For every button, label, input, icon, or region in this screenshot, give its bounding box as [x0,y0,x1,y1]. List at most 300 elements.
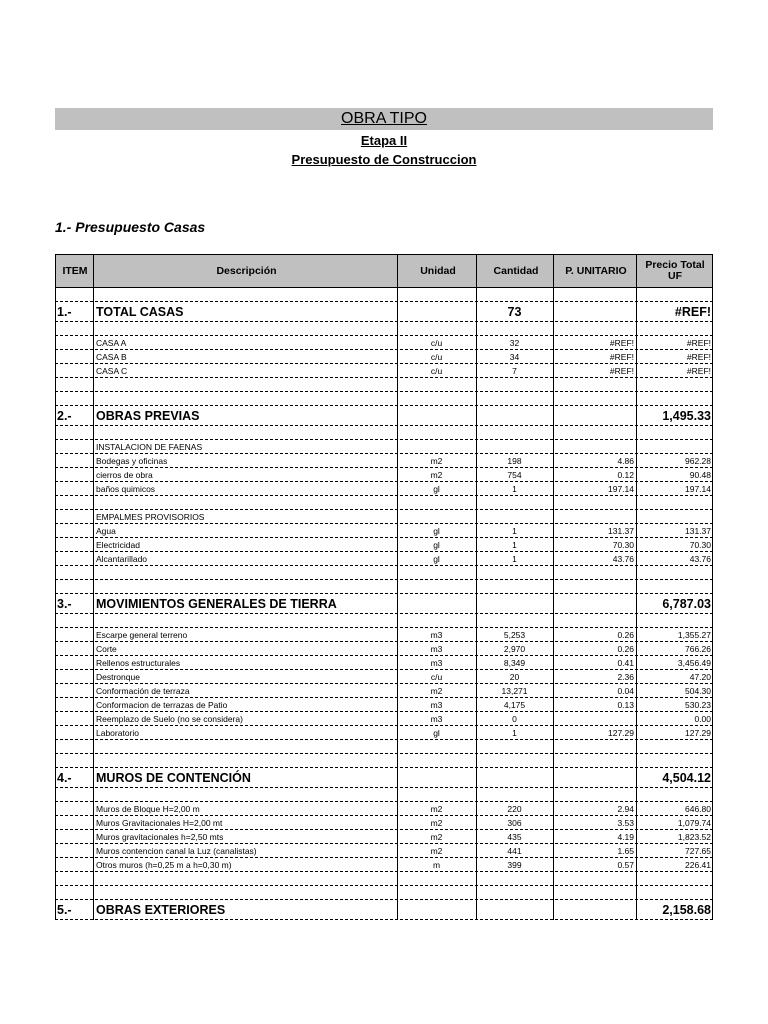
item-cell [56,656,92,669]
total-cell: 1,355.27 [677,630,711,640]
unit-price-cell: #REF! [609,338,634,348]
quantity-cell [477,392,552,405]
section-row [55,302,713,322]
unit-cell: m2 [430,832,443,842]
unit-price-cell: 2.94 [617,804,634,814]
blank-row [55,566,713,580]
column-divider [55,254,56,920]
blank-row [55,392,713,406]
table-row [55,538,713,552]
quantity-cell: 7 [512,366,517,376]
total-cell [637,566,712,579]
document-title: OBRA TIPO [55,108,713,130]
unit-price-cell [554,392,635,405]
item-cell [56,670,92,683]
quantity-cell [477,900,552,919]
quantity-cell: 73 [507,305,522,319]
blank-row [55,740,713,754]
unit-cell [398,900,475,919]
total-cell [637,872,712,885]
description-cell [94,754,396,767]
unit-cell: m2 [430,470,443,480]
unit-cell: m2 [430,804,443,814]
unit-price-cell [554,580,635,593]
total-cell [637,378,712,391]
item-cell [56,816,92,829]
column-header-total-line1: Precio Total [645,259,705,271]
table-row [55,440,713,454]
table-row [55,830,713,844]
unit-cell [398,768,475,787]
unit-cell [398,566,475,579]
unit-price-cell: 0.13 [617,700,634,710]
unit-price-cell [554,886,635,899]
unit-price-cell [554,788,635,801]
item-cell [56,538,92,551]
column-header-quantity: Cantidad [493,264,539,277]
section-heading: 1.- Presupuesto Casas [55,219,206,235]
quantity-cell: 34 [509,352,520,362]
budget-table [55,254,713,962]
quantity-cell: 1 [512,526,517,536]
unit-cell: m3 [430,700,443,710]
description-cell: EMPALMES PROVISORIOS [96,512,205,522]
description-cell [94,740,396,753]
unit-price-cell: 0.57 [617,860,634,870]
quantity-cell [477,754,552,767]
quantity-cell: 4,175 [503,700,526,710]
unit-cell: gl [433,554,440,564]
unit-price-cell: #REF! [609,352,634,362]
quantity-cell: 198 [507,456,522,466]
total-cell: 43.76 [689,554,711,564]
item-cell [56,454,92,467]
unit-cell [398,510,475,523]
quantity-cell [477,378,552,391]
unit-price-cell [554,510,635,523]
unit-cell: m2 [430,456,443,466]
description-cell: Alcantarillado [96,554,148,564]
description-cell: CASA C [96,366,128,376]
item-cell [56,524,92,537]
table-row [55,482,713,496]
item-cell [56,482,92,495]
unit-cell: gl [433,728,440,738]
unit-cell: c/u [430,338,443,348]
table-row [55,858,713,872]
total-cell: 766.26 [685,644,711,654]
column-divider [397,254,398,920]
table-row [55,468,713,482]
unit-cell [398,392,475,405]
unit-price-cell [554,740,635,753]
quantity-cell [477,580,552,593]
quantity-cell: 1 [512,484,517,494]
unit-price-cell: 197.14 [608,484,634,494]
unit-price-cell: #REF! [609,366,634,376]
item-cell [56,628,92,641]
quantity-cell [477,740,552,753]
item-cell [56,614,92,627]
unit-price-cell: 127.29 [608,728,634,738]
item-cell [56,740,92,753]
column-header-item: ITEM [62,264,88,277]
table-row [55,684,713,698]
total-cell: 1,079.74 [677,818,711,828]
item-cell [56,872,92,885]
unit-price-cell: 4.86 [617,456,634,466]
item-cell [56,364,92,377]
description-cell [94,788,396,801]
column-header-unit: Unidad [420,264,456,277]
description-cell [94,322,396,335]
item-cell [56,496,92,509]
description-cell [94,566,396,579]
description-cell: Conformación de terraza [96,686,190,696]
total-cell [637,426,712,439]
description-cell: Muros contencion canal la Luz (canalistas) [96,846,257,856]
total-cell [637,392,712,405]
item-cell [56,378,92,391]
description-cell: TOTAL CASAS [96,305,184,319]
unit-price-cell [554,768,635,787]
unit-cell: m [432,860,441,870]
description-cell: baños quimicos [96,484,156,494]
total-cell [637,614,712,627]
item-cell [56,684,92,697]
description-cell: MOVIMIENTOS GENERALES DE TIERRA [96,597,337,611]
description-cell: CASA B [96,352,127,362]
blank-row [55,872,713,886]
unit-cell [398,288,475,301]
blank-row [55,580,713,594]
table-row [55,628,713,642]
item-cell [56,642,92,655]
quantity-cell: 1 [512,554,517,564]
total-cell: 2,158.68 [662,903,711,917]
total-cell: 3,456.49 [677,658,711,668]
table-row [55,364,713,378]
unit-price-cell [554,378,635,391]
description-cell: Laboratorio [96,728,140,738]
unit-cell [398,872,475,885]
column-divider [636,254,637,920]
description-cell [94,496,396,509]
unit-price-cell [554,900,635,919]
quantity-cell: 441 [507,846,522,856]
description-cell: MUROS DE CONTENCIÓN [96,771,251,785]
item-cell [56,712,92,725]
unit-cell [398,322,475,335]
total-cell: 0.00 [694,714,711,724]
quantity-cell: 5,253 [503,630,526,640]
description-cell: Bodegas y oficinas [96,456,168,466]
column-divider [476,254,477,920]
quantity-cell [477,510,552,523]
description-cell [94,426,396,439]
item-cell [56,350,92,363]
quantity-cell [477,886,552,899]
table-row [55,350,713,364]
item-cell [56,426,92,439]
unit-cell [398,426,475,439]
table-row [55,698,713,712]
quantity-cell: 13,271 [501,686,528,696]
description-cell: Muros gravitacionales h=2,50 mts [96,832,224,842]
total-cell: 962.28 [685,456,711,466]
column-header-description: Descripción [216,264,277,277]
quantity-cell [477,440,552,453]
item-cell [56,726,92,739]
description-cell: CASA A [96,338,127,348]
quantity-cell [477,768,552,787]
total-cell: #REF! [686,352,711,362]
unit-cell: m3 [430,644,443,654]
unit-price-cell: 4.19 [617,832,634,842]
column-divider [712,254,713,920]
unit-cell [398,788,475,801]
section-row [55,594,713,614]
blank-row [55,886,713,900]
unit-cell: gl [433,526,440,536]
quantity-cell: 2,970 [503,644,526,654]
description-cell: Muros de Bloque H=2,00 m [96,804,200,814]
item-cell [56,552,92,565]
item-cell [56,858,92,871]
description-cell [94,378,396,391]
unit-price-cell: 70.30 [612,540,634,550]
quantity-cell [477,406,552,425]
item-cell: 4.- [57,771,72,785]
item-cell [56,886,92,899]
total-cell: 6,787.03 [662,597,711,611]
description-cell [94,288,396,301]
description-cell [94,886,396,899]
item-cell [56,468,92,481]
item-cell: 1.- [57,305,72,319]
item-cell [56,754,92,767]
total-cell [637,288,712,301]
quantity-cell [477,594,552,613]
unit-price-cell [554,302,635,321]
unit-price-cell: 0.26 [617,630,634,640]
description-cell: Corte [96,644,117,654]
unit-price-cell: 0.12 [617,470,634,480]
unit-cell [398,740,475,753]
table-row [55,802,713,816]
stage-label: Etapa II [360,133,408,148]
description-cell [94,392,396,405]
unit-cell [398,614,475,627]
unit-cell [398,886,475,899]
blank-row [55,426,713,440]
unit-cell: m2 [430,818,443,828]
quantity-cell: 8,349 [503,658,526,668]
table-row [55,712,713,726]
blank-row [55,788,713,802]
table-header [55,254,713,288]
description-cell: cierros de obra [96,470,153,480]
unit-cell: m2 [430,846,443,856]
item-cell: 5.- [57,903,72,917]
total-cell: 727.65 [685,846,711,856]
total-cell [637,788,712,801]
quantity-cell [477,872,552,885]
quantity-cell [477,496,552,509]
quantity-cell [477,288,552,301]
unit-price-cell: 1.65 [617,846,634,856]
quantity-cell: 1 [512,540,517,550]
total-cell [637,740,712,753]
total-cell: 226.41 [685,860,711,870]
budget-subtitle: Presupuesto de Construccion [291,152,477,167]
description-cell: Escarpe general terreno [96,630,188,640]
description-cell: Conformacion de terrazas de Patio [96,700,228,710]
item-cell [56,392,92,405]
column-header-unit-price: P. UNITARIO [565,264,627,277]
table-row [55,336,713,350]
total-cell [637,886,712,899]
quantity-cell [477,614,552,627]
column-divider [553,254,554,920]
description-cell: OBRAS PREVIAS [96,409,200,423]
total-cell [637,322,712,335]
total-cell: 530.23 [685,700,711,710]
unit-cell [398,302,475,321]
total-cell: 131.37 [685,526,711,536]
unit-price-cell: 2.36 [617,672,634,682]
description-cell [94,872,396,885]
section-row [55,900,713,920]
description-cell: Agua [96,526,116,536]
blank-row [55,322,713,336]
blank-row [55,614,713,628]
quantity-cell: 220 [507,804,522,814]
unit-price-cell [554,566,635,579]
item-cell [56,802,92,815]
blank-row [55,378,713,392]
quantity-cell: 399 [507,860,522,870]
unit-price-cell [554,288,635,301]
item-cell [56,830,92,843]
unit-cell: gl [433,540,440,550]
description-cell [94,580,396,593]
description-cell [94,614,396,627]
table-row [55,642,713,656]
table-row [55,656,713,670]
item-cell [56,844,92,857]
total-cell: 90.48 [689,470,711,480]
quantity-cell: 32 [509,338,520,348]
table-row [55,552,713,566]
total-cell [637,440,712,453]
unit-price-cell: 131.37 [608,526,634,536]
total-cell: 1,495.33 [662,409,711,423]
total-cell: 70.30 [689,540,711,550]
unit-cell [398,440,475,453]
blank-row [55,496,713,510]
unit-cell: c/u [430,352,443,362]
item-cell [56,698,92,711]
total-cell: 1,823.52 [677,832,711,842]
unit-price-cell [554,594,635,613]
blank-row [55,754,713,768]
quantity-cell: 435 [507,832,522,842]
unit-price-cell [554,496,635,509]
description-cell: Muros Gravitacionales H=2,00 mt [96,818,223,828]
quantity-cell: 1 [512,728,517,738]
description-cell: Otros muros (h=0,25 m a h=0,30 m) [96,860,232,870]
total-cell: 127.29 [685,728,711,738]
total-cell: 4,504.12 [662,771,711,785]
description-cell: Destronque [96,672,140,682]
unit-price-cell [554,406,635,425]
item-cell [56,510,92,523]
unit-price-cell [554,322,635,335]
description-cell: Reemplazo de Suelo (no se considera) [96,714,243,724]
unit-price-cell: 0.04 [617,686,634,696]
item-cell [56,566,92,579]
unit-price-cell [554,426,635,439]
unit-cell: c/u [430,366,443,376]
quantity-cell: 20 [509,672,520,682]
unit-price-cell: 3.53 [617,818,634,828]
item-cell [56,788,92,801]
total-cell: 504.30 [685,686,711,696]
item-cell [56,440,92,453]
total-cell [637,496,712,509]
unit-price-cell [554,440,635,453]
unit-price-cell [554,754,635,767]
unit-price-cell [554,872,635,885]
quantity-cell [477,788,552,801]
item-cell [56,336,92,349]
total-cell: 47.20 [689,672,711,682]
unit-price-cell: 0.26 [617,644,634,654]
unit-cell: m3 [430,714,443,724]
unit-cell [398,580,475,593]
unit-price-cell [554,614,635,627]
unit-price-cell: 43.76 [612,554,634,564]
item-cell [56,322,92,335]
item-cell: 3.- [57,597,72,611]
unit-cell: m3 [430,630,443,640]
quantity-cell: 754 [507,470,522,480]
table-row [55,726,713,740]
quantity-cell: 0 [512,714,517,724]
total-cell: 197.14 [685,484,711,494]
total-cell: 646.80 [685,804,711,814]
total-cell: #REF! [674,305,711,319]
quantity-cell [477,566,552,579]
unit-price-cell [554,712,635,725]
table-row [55,510,713,524]
table-row [55,524,713,538]
total-cell [637,510,712,523]
section-row [55,406,713,426]
quantity-cell [477,322,552,335]
unit-cell [398,594,475,613]
quantity-cell [477,426,552,439]
table-row [55,454,713,468]
column-divider [93,254,94,920]
unit-cell [398,406,475,425]
total-cell: #REF! [686,338,711,348]
total-cell [637,754,712,767]
total-cell [637,580,712,593]
table-row [55,844,713,858]
column-header-total [638,255,712,287]
